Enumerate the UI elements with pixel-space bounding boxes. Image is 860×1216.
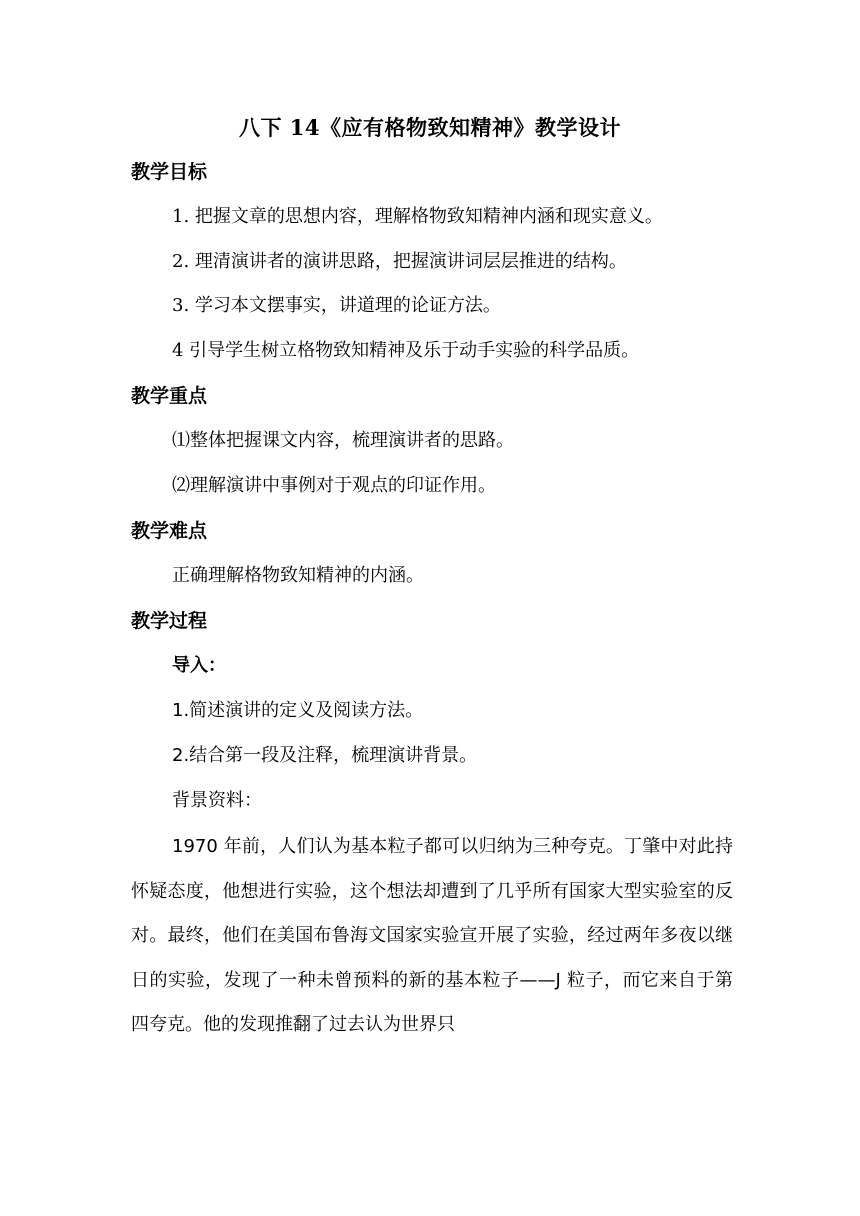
goal-item-1: 1. 把握文章的思想内容，理解格物致知精神内涵和现实意义。	[172, 206, 663, 227]
document-title: 八下 14《应有格物致知精神》教学设计	[238, 115, 622, 140]
heading-teaching-process: 教学过程	[131, 610, 208, 632]
goal-item-3: 3. 学习本文摆事实，讲道理的论证方法。	[172, 295, 501, 316]
heading-difficulties: 教学难点	[131, 520, 208, 542]
heading-key-points: 教学重点	[131, 385, 208, 407]
key-point-item-2: ⑵理解演讲中事例对于观点的印证作用。	[172, 475, 496, 496]
difficulty-item-1: 正确理解格物致知精神的内涵。	[172, 565, 424, 586]
process-step-2: 2.结合第一段及注释，梳理演讲背景。	[172, 745, 478, 766]
background-label: 背景资料：	[172, 790, 262, 811]
goal-item-2: 2. 理清演讲者的演讲思路，把握演讲词层层推进的结构。	[172, 251, 627, 272]
goal-item-4: 4 引导学生树立格物致知精神及乐于动手实验的科学品质。	[172, 340, 640, 361]
process-step-1: 1.简述演讲的定义及阅读方法。	[172, 700, 424, 721]
heading-teaching-goals: 教学目标	[131, 161, 208, 183]
intro-label: 导入：	[172, 655, 226, 676]
key-point-item-1: ⑴整体把握课文内容，梳理演讲者的思路。	[172, 430, 514, 451]
background-paragraph: 1970 年前，人们认为基本粒子都可以归纳为三种夸克。丁肇中对此持怀疑态度，他想进行实验，这个想法却遭到了几乎所有国家大型实验室的反对。最终，他们在美国布鲁海文国家实验宣开展了实验，经过两年多夜以继日的实验，发现了一种未曾预料的新的基本粒子——J 粒子，而它来自于第四夸克。他的发现推翻了过去认为世界只	[131, 836, 733, 1036]
